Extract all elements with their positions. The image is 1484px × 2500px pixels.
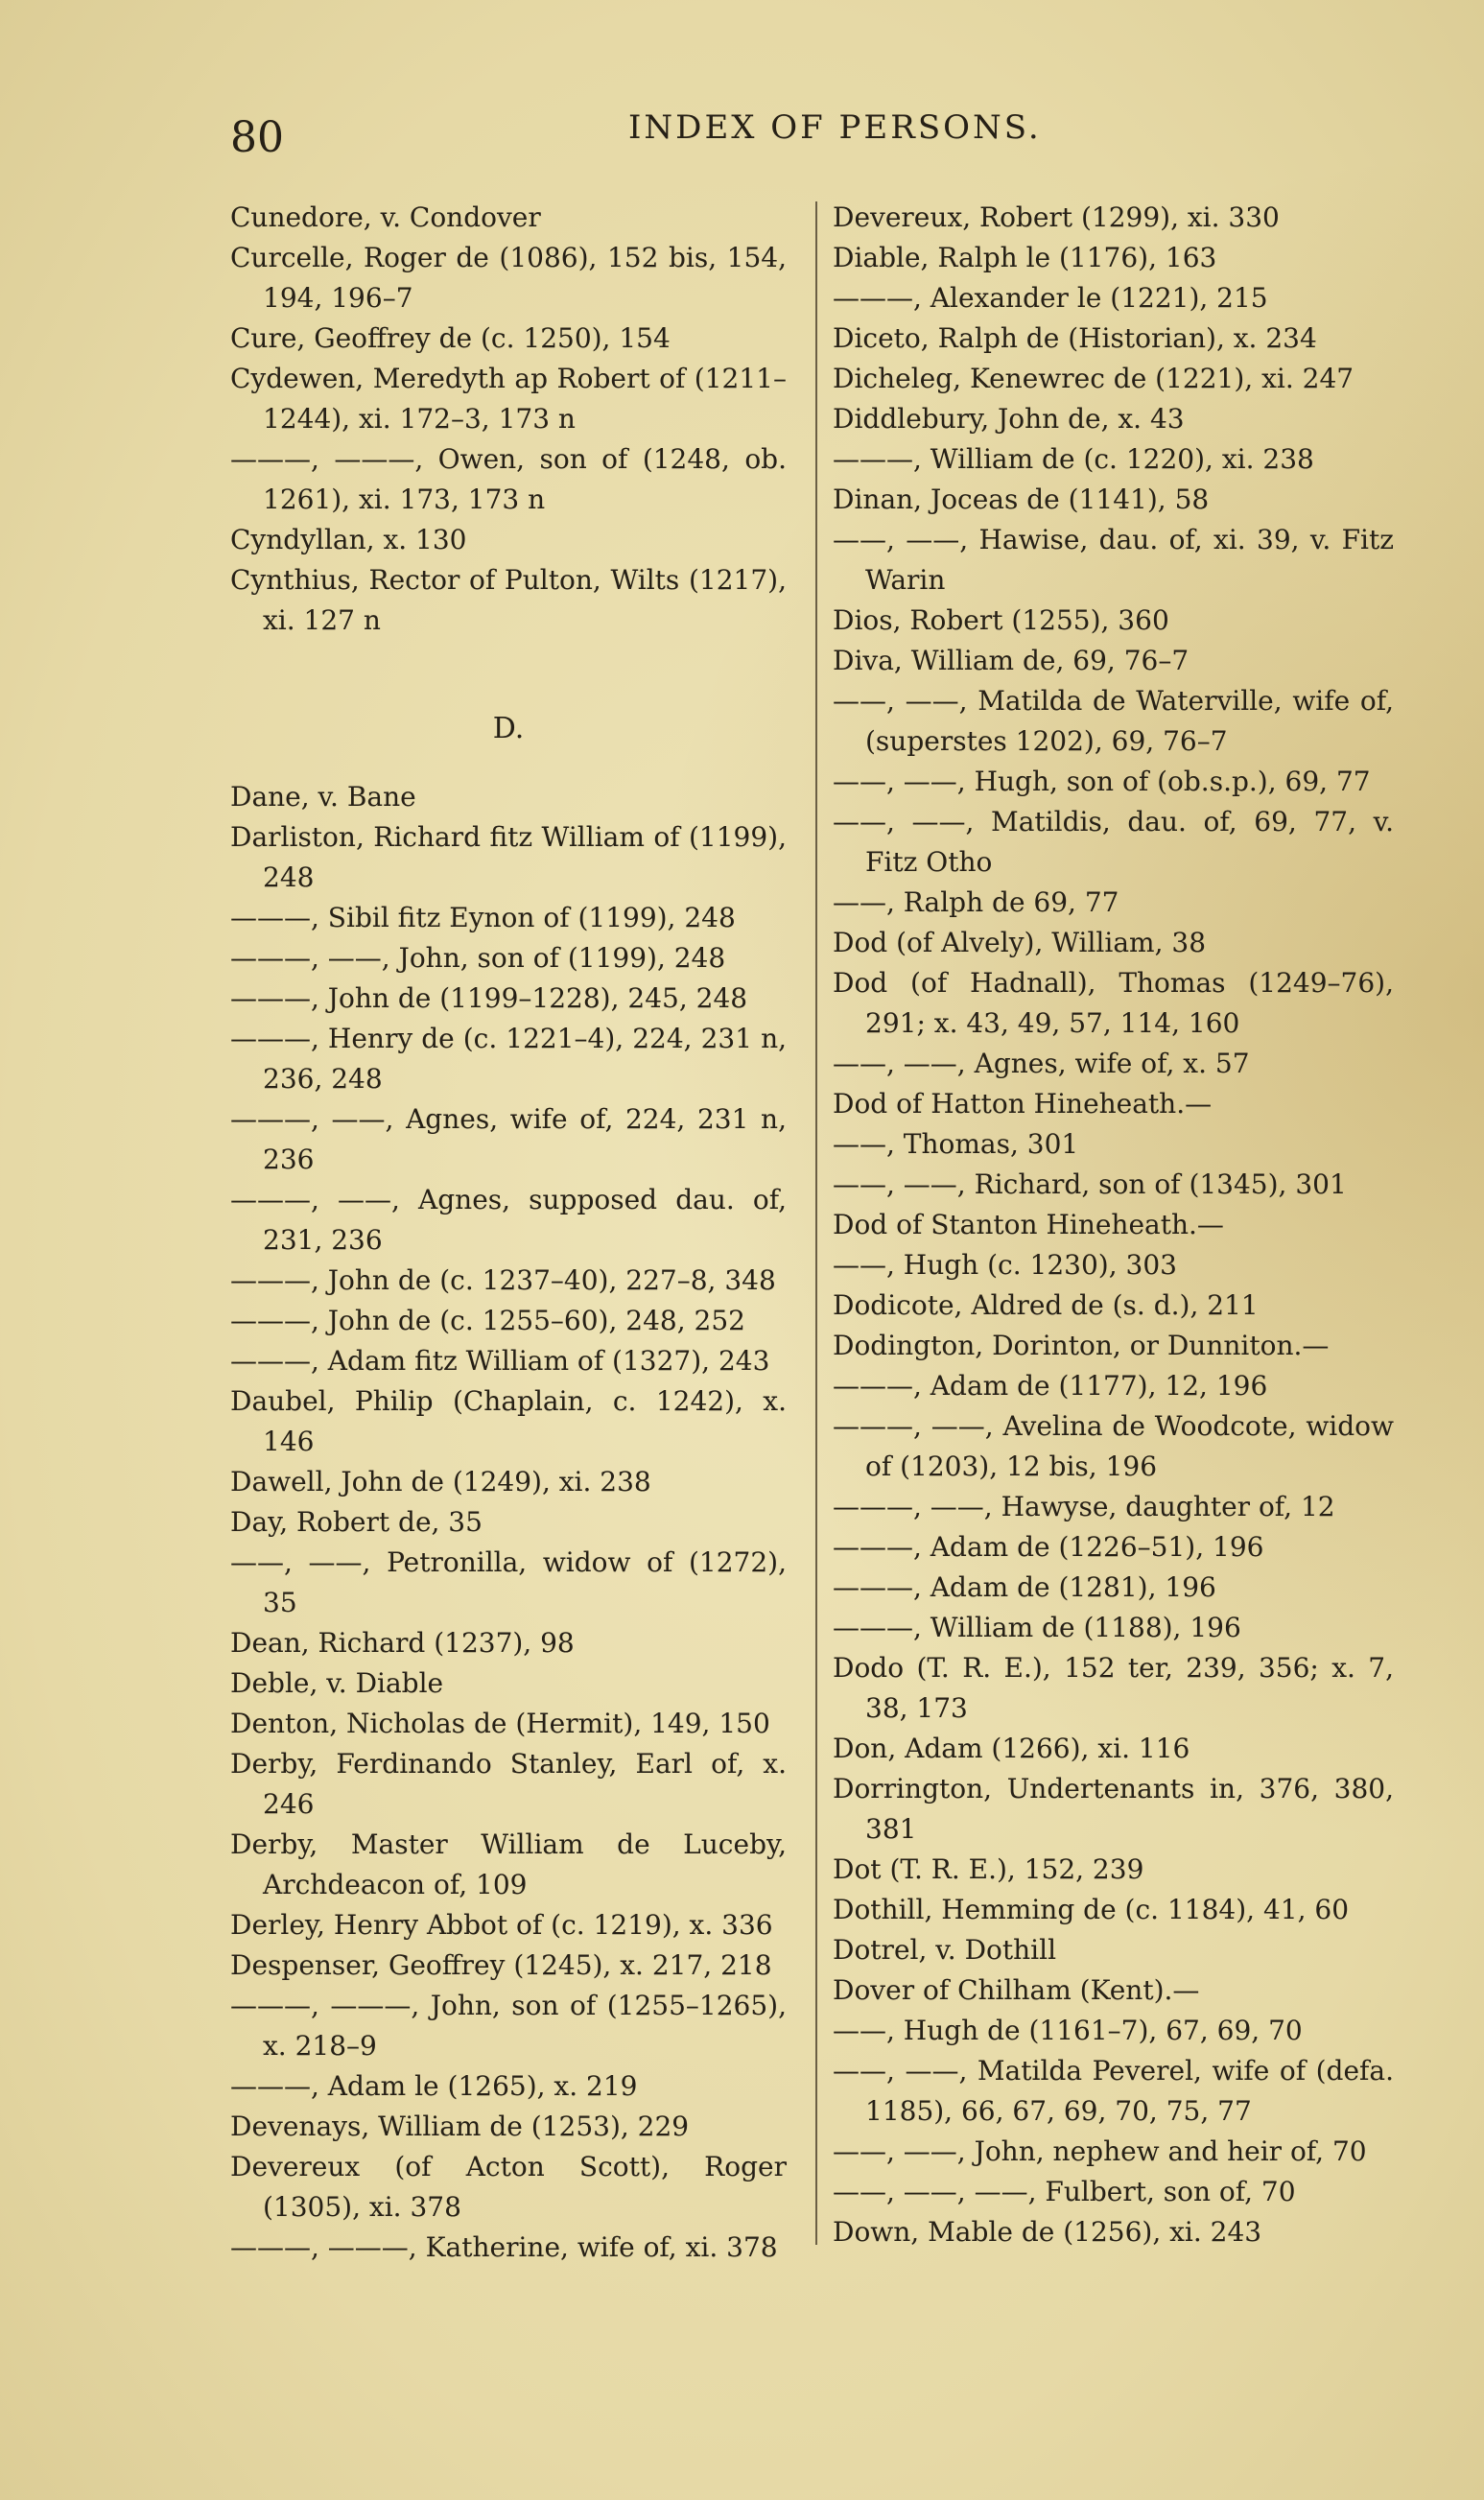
index-column-left [230,198,787,2268]
index-entry: Dios, Robert (1255), 360 [833,604,1169,636]
index-entry: Diddlebury, John de, x. 43 [833,403,1185,435]
index-entry: Cunedore, v. Condover [230,201,541,233]
running-head: INDEX OF PERSONS. [628,108,1042,147]
index-entry: ———, ———, Katherine, wife of, xi. 378 [230,2231,778,2263]
index-entry: ——, ——, ——, Fulbert, son of, 70 [833,2176,1296,2207]
index-entry: Don, Adam (1266), xi. 116 [833,1733,1190,1764]
index-entry: ———, Adam de (1281), 196 [833,1571,1216,1603]
index-entry: Dotrel, v. Dothill [833,1934,1057,1966]
index-entry: ———, ———, John, son of (1255–1265), x. 218–9 [230,1990,787,2062]
index-entry: Dinan, Joceas de (1141), 58 [833,483,1210,515]
index-entry: Dane, v. Bane [230,781,416,813]
index-entry: Cyndyllan, x. 130 [230,524,467,555]
index-entry: ———, William de (c. 1220), xi. 238 [833,443,1314,475]
index-entry: Cure, Geoffrey de (c. 1250), 154 [230,322,671,354]
index-entry: ——, ——, Matilda de Waterville, wife of, (superstes 1202), 69, 76–7 [833,685,1394,757]
index-entry: Dothill, Hemming de (c. 1184), 41, 60 [833,1894,1350,1925]
index-entry: ———, John de (1199–1228), 245, 248 [230,982,748,1014]
index-entry: ——, ——, Matilda Peverel, wife of (defa. 1185), 66, 67, 69, 70, 75, 77 [833,2055,1394,2127]
index-entry: Daubel, Philip (Chaplain, c. 1242), x. 146 [230,1385,787,1457]
index-entry: ——, ——, Petronilla, widow of (1272), 35 [230,1546,787,1618]
index-entry: ———, Adam de (1226–51), 196 [833,1531,1264,1563]
index-entry: ———, John de (c. 1255–60), 248, 252 [230,1305,745,1336]
index-entry: ———, ——, Hawyse, daughter of, 12 [833,1491,1335,1522]
index-entry: Dean, Richard (1237), 98 [230,1627,575,1659]
index-entry: Devereux (of Acton Scott), Roger (1305), xi. 378 [230,2151,787,2223]
index-entry: Deble, v. Diable [230,1667,444,1699]
index-entry: ———, Sibil fitz Eynon of (1199), 248 [230,902,736,933]
index-entry: Derley, Henry Abbot of (c. 1219), x. 336 [230,1909,773,1941]
index-entry: Devereux, Robert (1299), xi. 330 [833,201,1280,233]
index-entry: ———, ——, Agnes, wife of, 224, 231 n, 236 [230,1103,787,1175]
page-number: 80 [230,113,284,162]
index-entry: ———, ——, Avelina de Woodcote, widow of (1203), 12 bis, 196 [833,1410,1394,1482]
index-entry: Dod of Stanton Hineheath.— [833,1209,1224,1240]
index-entry: Dorrington, Undertenants in, 376, 380, 381 [833,1773,1394,1845]
index-entry: Dawell, John de (1249), xi. 238 [230,1466,651,1498]
index-entry: Despenser, Geoffrey (1245), x. 217, 218 [230,1949,772,1981]
index-entry: Dicheleg, Kenewrec de (1221), xi. 247 [833,363,1354,394]
section-spacer [230,641,787,681]
index-entry: ———, William de (1188), 196 [833,1612,1241,1643]
index-entry: Cydewen, Meredyth ap Robert of (1211–1244), xi. 172–3, 173 n [230,363,787,435]
index-entry: ——, ——, Hawise, dau. of, xi. 39, v. Fitz Warin [833,524,1394,596]
index-entry: ———, ——, Agnes, supposed dau. of, 231, 236 [230,1184,787,1256]
index-entry: ——, ——, Agnes, wife of, x. 57 [833,1048,1250,1079]
index-entry: ———, ——, John, son of (1199), 248 [230,942,726,974]
index-entry: Dodo (T. R. E.), 152 ter, 239, 356; x. 7, 38, 173 [833,1652,1394,1724]
index-column-right [833,198,1394,2252]
index-entry: ———, Adam le (1265), x. 219 [230,2070,638,2102]
index-entry: ——, ——, John, nephew and heir of, 70 [833,2135,1367,2167]
index-entry: ——, ——, Hugh, son of (ob.s.p.), 69, 77 [833,766,1371,797]
index-entry: ——, Hugh de (1161–7), 67, 69, 70 [833,2015,1303,2046]
index-entry: Dod (of Hadnall), Thomas (1249–76), 291; x. 43, 49, 57, 114, 160 [833,967,1394,1039]
index-entry: Cynthius, Rector of Pulton, Wilts (1217), xi. 127 n [230,564,787,636]
index-entry: Dot (T. R. E.), 152, 239 [833,1853,1144,1885]
index-entry: Dodicote, Aldred de (s. d.), 211 [833,1289,1259,1321]
index-entry: Diceto, Ralph de (Historian), x. 234 [833,322,1317,354]
index-entry: ——, ——, Matildis, dau. of, 69, 77, v. Fitz Otho [833,806,1394,878]
index-entry: Dodington, Dorinton, or Dunniton.— [833,1330,1330,1361]
index-entry: Derby, Ferdinando Stanley, Earl of, x. 246 [230,1748,787,1820]
index-entry: ———, Henry de (c. 1221–4), 224, 231 n, 236, 248 [230,1023,787,1095]
index-entry: Diva, William de, 69, 76–7 [833,645,1190,676]
index-entry: Dover of Chilham (Kent).— [833,1974,1200,2006]
index-entry: Curcelle, Roger de (1086), 152 bis, 154, 194, 196–7 [230,242,787,314]
index-entry: ———, Adam de (1177), 12, 196 [833,1370,1268,1402]
index-entry: ——, ——, Richard, son of (1345), 301 [833,1168,1347,1200]
index-entry: Down, Mable de (1256), xi. 243 [833,2216,1262,2248]
index-entry: ———, John de (c. 1237–40), 227–8, 348 [230,1264,776,1296]
index-entry: Devenays, William de (1253), 229 [230,2111,690,2142]
index-entry: Denton, Nicholas de (Hermit), 149, 150 [230,1708,770,1739]
section-heading: D. [492,712,525,745]
index-entry: Dod of Hatton Hineheath.— [833,1088,1213,1120]
index-entry: ———, Adam fitz William of (1327), 243 [230,1345,770,1377]
index-entry: ———, Alexander le (1221), 215 [833,282,1268,314]
column-rule [815,201,817,2245]
index-entry: ——, Thomas, 301 [833,1128,1079,1160]
index-entry: ——, Hugh (c. 1230), 303 [833,1249,1177,1281]
index-entry: Day, Robert de, 35 [230,1506,483,1538]
index-entry: ———, ———, Owen, son of (1248, ob. 1261), xi. 173, 173 n [230,443,787,515]
index-entry: Diable, Ralph le (1176), 163 [833,242,1217,273]
index-entry: Darliston, Richard fitz William of (1199), 248 [230,821,787,893]
index-entry: Dod (of Alvely), William, 38 [833,927,1207,958]
index-entry: Derby, Master William de Luceby, Archdeacon of, 109 [230,1828,787,1900]
index-entry: ——, Ralph de 69, 77 [833,886,1119,918]
